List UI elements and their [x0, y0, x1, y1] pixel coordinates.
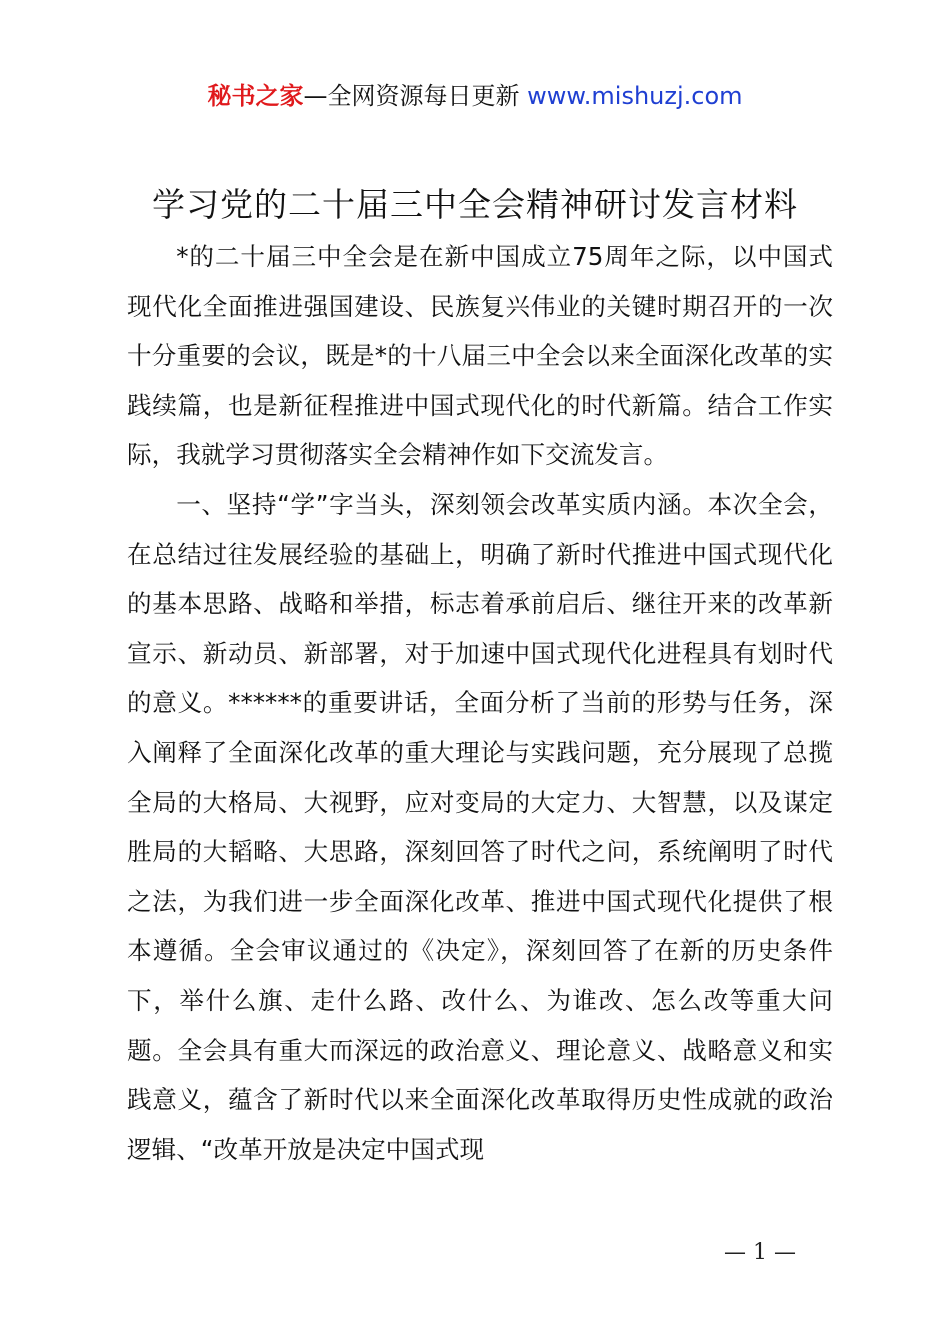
paragraph-section-one: 一、坚持“学”字当头，深刻领会改革实质内涵。本次全会，在总结过往发展经验的基础上，明确了新时代推进中国式现代化的基本思路、战略和举措，标志着承前启后、继往开来的改革新宣示、新动员、新部署，对于加速中国式现代化进程具有划时代的意义。******的重要讲话，全面分析了当前的形势与任务，深入阐释了全面深化改革的重大理论与实践问题，充分展现了总揽全局的大格局、大视野，应对变局的大定力、大智慧，以及谋定胜局的大韬略、大思路，深刻回答了时代之问，系统阐明了时代之法，为我们进一步全面深化改革、推进中国式现代化提供了根本遵循。全会审议通过的《决定》，深刻回答了在新的历史条件下，举什么旗、走什么路、改什么、为谁改、怎么改等重大问题。全会具有重大而深远的政治意义、理论意义、战略意义和实践意义，蕴含了新时代以来全面深化改革取得历史性成就的政治逻辑、“改革开放是决定中国式现: [127, 489, 833, 1164]
brand-name: 秘书之家: [207, 82, 304, 110]
paragraph-intro: *的二十届三中全会是在新中国成立75周年之际，以中国式现代化全面推进强国建设、民族复兴伟业的关键时期召开的一次十分重要的会议，既是*的十八届三中全会以来全面深化改革的实践续篇，也是新征程推进中国式现代化的时代新篇。结合工作实际，我就学习贯彻落实全会精神作如下交流发言。: [127, 242, 833, 470]
page-number: — 1 —: [724, 1240, 796, 1265]
document-body: [127, 232, 833, 1174]
document-title: 学习党的二十届三中全会精神研讨发言材料: [152, 185, 798, 224]
site-header: [0, 80, 950, 112]
header-tagline: —全网资源每日更新: [303, 82, 528, 110]
website-link[interactable]: www.mishuzj.com: [527, 82, 743, 110]
